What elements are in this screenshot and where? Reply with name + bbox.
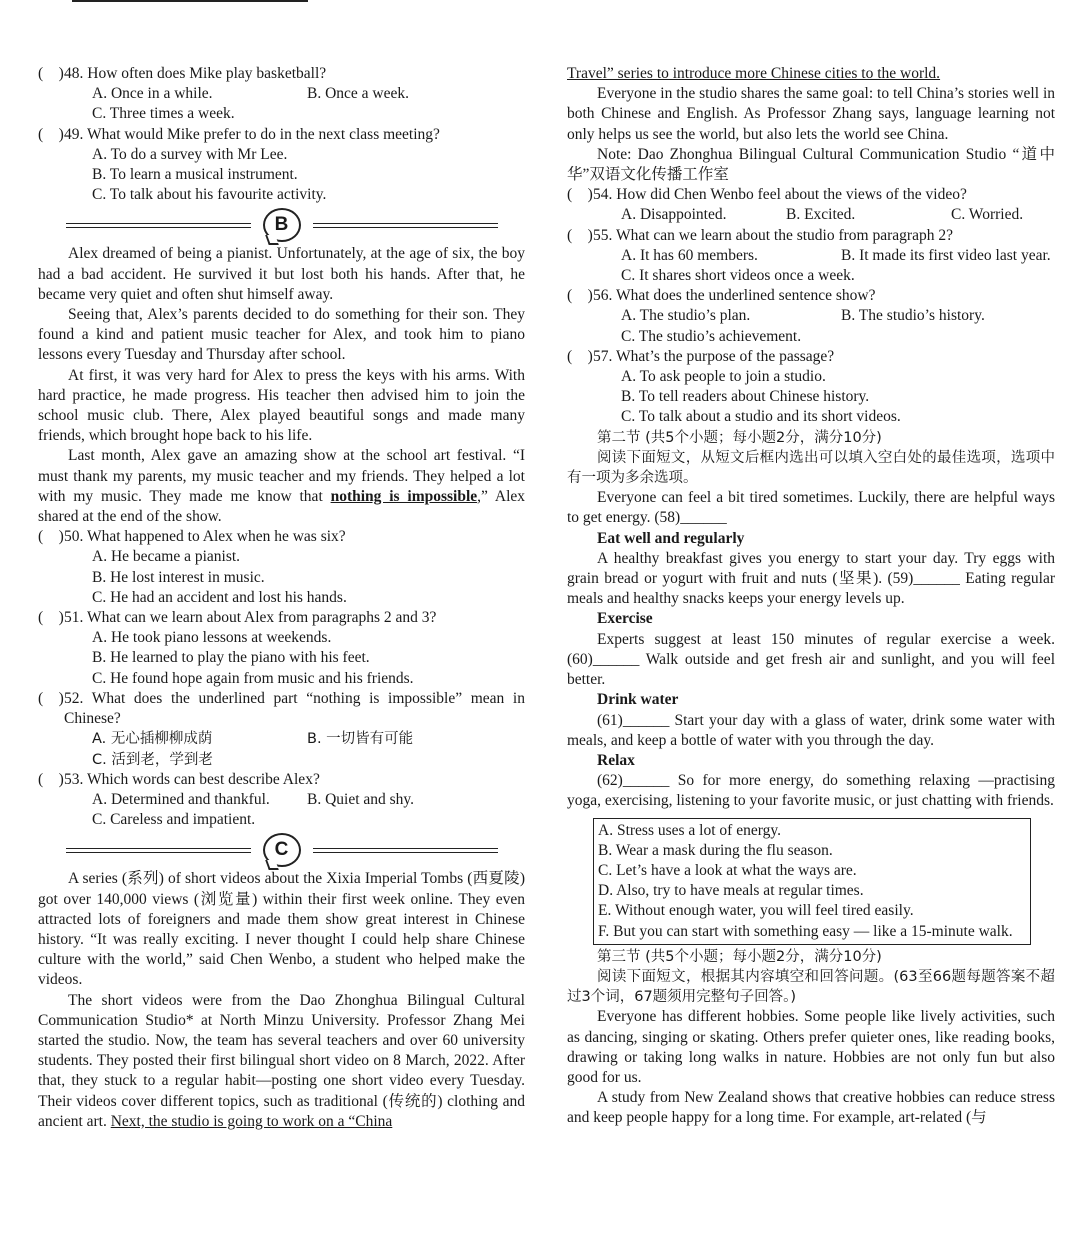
box-option: F. But you can start with something easy — like a 15-minute walk.: [598, 922, 1013, 940]
passage-c: [38, 869, 525, 1132]
question-49: [38, 125, 525, 206]
paragraph: [38, 446, 525, 527]
question-stem: 49. What would Mike prefer to do in the next class meeting?: [64, 125, 440, 143]
question-stem: 50. What happened to Alex when he was six?: [64, 528, 346, 546]
option-c: C. To talk about his favourite activity.: [92, 186, 327, 204]
option-a: A. Determined and thankful.: [92, 790, 270, 808]
question-stem: 56. What does the underlined sentence show?: [593, 287, 876, 305]
answer-blank[interactable]: ( ): [567, 287, 593, 305]
subheading: Exercise: [597, 610, 653, 628]
box-option: D. Also, try to have meals at regular times.: [598, 882, 864, 900]
option-c: C. Careless and impatient.: [92, 811, 256, 829]
option-a: A. He became a pianist.: [92, 548, 241, 566]
question-55: [567, 226, 1055, 287]
question-stem: 57. What’s the purpose of the passage?: [593, 347, 835, 365]
question-56: [567, 286, 1055, 347]
paragraph: (61)______ Start your day with a glass of water, drink some water with meals, and keep a bottle of water with you through the day.: [567, 711, 1055, 749]
paragraph: A study from New Zealand shows that creative hobbies can reduce stress and keep people happy for a long time. For example, art-related (与: [567, 1089, 1055, 1127]
divider-line: [66, 848, 251, 853]
option-b: B. Excited.: [786, 206, 856, 224]
question-stem: 55. What can we learn about the studio from paragraph 2?: [593, 226, 953, 244]
paragraph: Alex dreamed of being a pianist. Unfortunately, at the age of six, the boy had a bad accident. He survived it but lost both his hands. After that, he became very quiet and often shut himself away.: [38, 245, 525, 303]
paragraph: Experts suggest at least 150 minutes of regular exercise a week. (60)______ Walk outside and get fresh air and sunlight, and you will feel better.: [567, 630, 1055, 689]
option-c: C. He found hope again from music and his friends.: [92, 669, 414, 687]
option-c: C. He had an accident and lost his hands.: [92, 588, 347, 606]
section-3-instructions: 阅读下面短文，根据其内容填空和回答问题。(63至66题每题答案不超过3个词，67题须用完整句子回答。): [567, 968, 1055, 1006]
divider-line: [313, 848, 498, 853]
option-a: A. He took piano lessons at weekends.: [92, 629, 332, 647]
passage-b: [38, 244, 525, 527]
paragraph: Seeing that, Alex’s parents decided to do something for their son. They found a kind and patient music teacher for Alex, and took him to piano lessons every Tuesday and Thursday after school.: [38, 306, 525, 364]
question-stem: 52. What does the underlined part “nothing is impossible” mean in Chinese?: [64, 689, 525, 728]
option-b: B. To learn a musical instrument.: [92, 166, 298, 184]
question-stem: 51. What can we learn about Alex from paragraphs 2 and 3?: [64, 609, 437, 627]
question-57: [567, 347, 1055, 428]
question-50: [38, 527, 525, 608]
section-2-instructions: 阅读下面短文，从短文后框内选出可以填入空白处的最佳选项，选项中有一项为多余选项。: [567, 449, 1055, 487]
answer-blank[interactable]: ( ): [38, 65, 64, 82]
question-52: [38, 689, 525, 770]
option-c: C. Worried.: [951, 206, 1024, 224]
left-column: [38, 64, 525, 1132]
box-option: E. Without enough water, you will feel tired easily.: [598, 902, 914, 920]
footnote: Note: Dao Zhonghua Bilingual Cultural Communication Studio “道中华”双语文化传播工作室: [567, 145, 1055, 184]
section-3-title: 第三节 (共5个小题；每小题2分，满分10分): [597, 948, 882, 965]
answer-blank[interactable]: ( ): [38, 528, 64, 546]
option-c: C. Three times a week.: [92, 105, 235, 123]
section-c-badge: C: [263, 833, 301, 867]
paragraph: A series (系列) of short videos about the Xixia Imperial Tombs (西夏陵) got over 140,000 views (浏览量) within their first week online. They even attracted lots of foreigners and made them show great interest in Chinese history. “It was really exciting. I never thought I could help share Chinese culture with the world,” said Chen Wenbo, a student who helped make the videos.: [38, 870, 525, 989]
section-c-divider: [38, 831, 525, 869]
box-option: B. Wear a mask during the flu season.: [598, 841, 833, 859]
box-option: C. Let’s have a look at what the ways are.: [598, 861, 857, 879]
box-option: A. Stress uses a lot of energy.: [598, 821, 781, 839]
subheading: Eat well and regularly: [597, 529, 745, 547]
divider-line: [66, 223, 251, 228]
option-b: B. He learned to play the piano with his feet.: [92, 649, 370, 667]
option-c: C. The studio’s achievement.: [621, 327, 802, 345]
option-b: B. He lost interest in music.: [92, 568, 265, 586]
answer-blank[interactable]: ( ): [567, 186, 593, 204]
paragraph: (62)______ So for more energy, do something relaxing —practising yoga, exercising, listening to your favorite music, or just chatting with friends.: [567, 772, 1055, 810]
paragraph: Everyone can feel a bit tired sometimes. Luckily, there are helpful ways to get energy. (58)______: [567, 489, 1055, 527]
option-a: A. Disappointed.: [621, 206, 727, 224]
question-51: [38, 608, 525, 689]
option-a: A. Once in a while.: [92, 85, 213, 103]
option-a: A. To do a survey with Mr Lee.: [92, 145, 288, 163]
option-a: A. 无心插柳柳成荫: [92, 731, 213, 748]
question-54: [567, 185, 1055, 225]
answer-blank[interactable]: ( ): [567, 347, 593, 365]
answer-blank[interactable]: ( ): [38, 689, 64, 707]
option-c: C. 活到老，学到老: [92, 751, 213, 768]
option-a: A. To ask people to join a studio.: [621, 368, 826, 386]
question-stem: 53. Which words can best describe Alex?: [64, 770, 320, 788]
option-a: A. It has 60 members.: [621, 246, 758, 264]
option-b: B. To tell readers about Chinese history.: [621, 388, 870, 406]
option-b: B. Quiet and shy.: [307, 790, 415, 808]
answer-blank[interactable]: ( ): [38, 609, 64, 627]
underlined-sentence: Next, the studio is going to work on a “China: [110, 1112, 393, 1130]
divider-line: [313, 223, 498, 228]
paragraph: At first, it was very hard for Alex to press the keys with his arms. With hard practice, he made progress. His teacher then advised him to join the school music club. There, Alex played beautiful songs and made many friends, which brought hope back to his life.: [38, 366, 525, 445]
paragraph: Everyone has different hobbies. Some people like lively activities, such as dancing, singing or skating. Others prefer quieter ones, like reading books, drawing or taking long walks in nature. Hobbies are not only fun but also good for us.: [567, 1008, 1055, 1086]
option-b: B. Once a week.: [307, 85, 409, 103]
question-stem: 48. How often does Mike play basketball?: [64, 65, 327, 82]
section-2-title: 第二节 (共5个小题；每小题2分，满分10分): [597, 429, 882, 446]
paragraph-text: Last month, Alex gave an amazing show at the school art festival. “I must thank my parents, my music teacher and my friends. They helped a lot with my music. They made me know that: [38, 447, 525, 505]
question-stem: 54. How did Chen Wenbo feel about the views of the video?: [593, 186, 967, 204]
option-b: B. It made its first video last year.: [841, 246, 1051, 264]
paragraph-text: The short videos were from the Dao Zhonghua Bilingual Cultural Communication Studio* at North Minzu University. Professor Zhang Mei started the studio. Now, the team has several teachers and over 60 university students. They posted their first bilingual short video on 8 March, 2022. After that, they stuck to a regular habit—posting one short video every Tuesday. Their videos cover different topics, such as traditional (传统的) clothing and ancient art.: [38, 991, 525, 1130]
paragraph: [38, 991, 525, 1132]
passage-c-continued: [567, 64, 1055, 84]
paragraph-text: ,” Alex shared at the end of the show.: [38, 487, 526, 526]
answer-blank[interactable]: ( ): [38, 770, 64, 788]
option-c: C. It shares short videos once a week.: [621, 267, 855, 285]
section-b-divider: [38, 206, 525, 244]
options-box: [593, 818, 1031, 945]
option-a: A. The studio’s plan.: [621, 307, 751, 325]
underlined-sentence: Travel” series to introduce more Chinese cities to the world.: [567, 65, 941, 82]
paragraph: A healthy breakfast gives you energy to start your day. Try eggs with grain bread or yogurt with fruit and nuts (坚果). (59)______ Eating regular meals and healthy snacks keeps your energy levels up.: [567, 549, 1055, 608]
subheading: Drink water: [597, 691, 679, 709]
question-48: [38, 64, 525, 125]
section-b-badge: B: [263, 208, 301, 242]
question-53: [38, 770, 525, 831]
option-b: B. The studio’s history.: [841, 307, 985, 325]
answer-blank[interactable]: ( ): [567, 226, 593, 244]
option-b: B. 一切皆有可能: [307, 731, 414, 748]
right-column: [567, 64, 1055, 1129]
option-c: C. To talk about a studio and its short videos.: [621, 408, 901, 426]
underlined-phrase: nothing is impossible: [330, 487, 478, 505]
subheading: Relax: [597, 751, 635, 769]
answer-blank[interactable]: ( ): [38, 125, 64, 143]
top-rule: [72, 0, 308, 2]
paragraph: Everyone in the studio shares the same goal: to tell China’s stories well in both Chinese and English. As Professor Zhang says, language learning not only helps us see the world, but also lets the world see China.: [567, 85, 1055, 143]
